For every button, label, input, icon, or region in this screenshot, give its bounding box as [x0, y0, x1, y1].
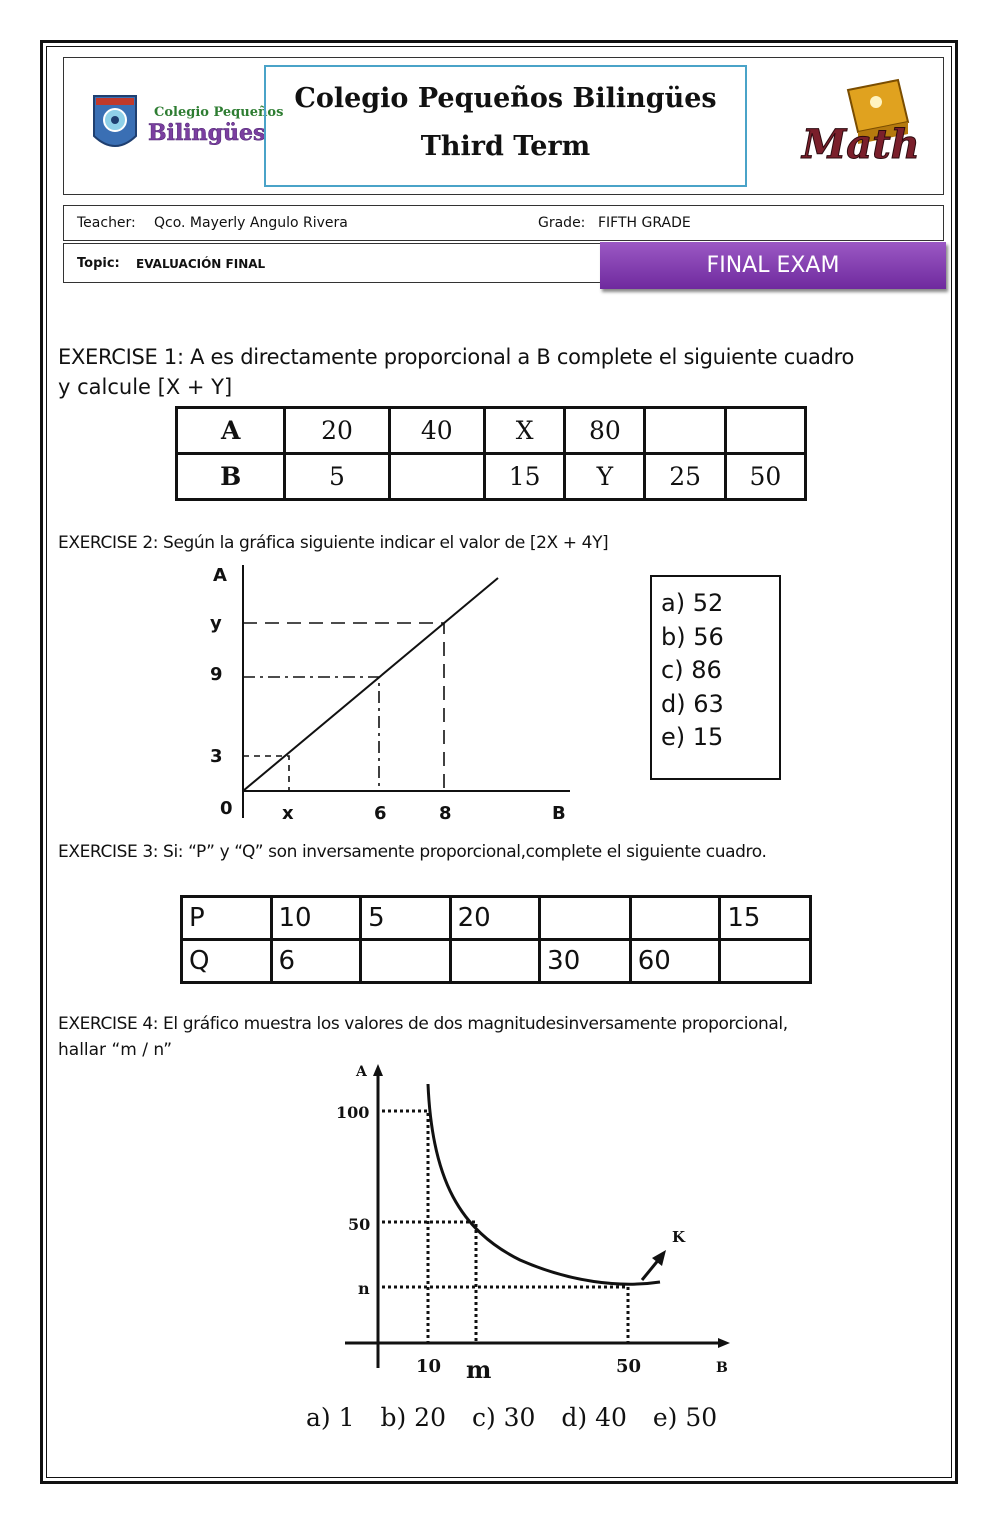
option-c: c) 30 — [471, 1403, 536, 1432]
exercise2-text: EXERCISE 2: Según la gráfica siguiente indicar el valor de [2X + 4Y] — [58, 533, 609, 553]
curve-label: K — [672, 1228, 686, 1246]
graph-origin-label: 0 — [220, 798, 233, 819]
topic-label: Topic: — [77, 256, 120, 271]
table-row-q — [182, 940, 811, 983]
graph-x-tick: 50 — [616, 1356, 642, 1377]
guide-n-50 — [382, 1287, 628, 1343]
table-cell: A — [177, 408, 285, 454]
table-cell: 60 — [630, 940, 720, 983]
graph-x-tick: 10 — [416, 1356, 442, 1377]
table-cell: 25 — [645, 454, 725, 500]
exercise4-options — [306, 1403, 735, 1432]
graph-y-tick: 9 — [210, 664, 223, 685]
logo-text-top: Colegio Pequeños — [154, 105, 284, 120]
option-c: c) 86 — [661, 656, 722, 684]
exercise3-table — [180, 895, 812, 984]
table-cell: 10 — [271, 897, 361, 940]
school-name: Colegio Pequeños Bilingües — [294, 83, 717, 114]
table-cell: 15 — [484, 454, 564, 500]
table-cell: 20 — [450, 897, 540, 940]
graph-y-tick: 50 — [348, 1215, 371, 1234]
logo-text-bottom: Bilingües — [148, 120, 266, 146]
table-row-p — [182, 897, 811, 940]
exercise1-line2: y calcule [X + Y] — [58, 375, 233, 399]
table-cell: 5 — [285, 454, 389, 500]
option-d: d) 40 — [561, 1403, 627, 1432]
table-cell: 20 — [285, 408, 389, 454]
graph-y-tick: y — [210, 613, 222, 634]
table-cell: 80 — [565, 408, 645, 454]
table-cell — [540, 897, 631, 940]
math-logo — [796, 72, 920, 178]
table-cell: 15 — [720, 897, 811, 940]
topic-value: EVALUACIÓN FINAL — [136, 257, 266, 271]
exercise2-graph — [200, 560, 590, 830]
teacher-grade-row — [63, 205, 944, 241]
table-cell: 6 — [271, 940, 361, 983]
math-logo-text: Math — [802, 121, 920, 168]
graph-x-tick: x — [282, 803, 294, 824]
graph-y-tick: 100 — [336, 1103, 370, 1122]
table-cell: Q — [182, 940, 272, 983]
table-cell — [630, 897, 720, 940]
graph-x-tick: m — [466, 1355, 492, 1384]
graph-x-tick: 6 — [374, 803, 387, 824]
exercise1-line1: EXERCISE 1: A es directamente proporcional a B complete el siguiente cuadro — [58, 345, 855, 369]
graph-y-axis-label: A — [356, 1064, 367, 1080]
table-row-b — [177, 454, 806, 500]
table-cell: 30 — [540, 940, 631, 983]
graph-y-tick: n — [358, 1279, 370, 1298]
graph-y-tick: 3 — [210, 746, 223, 767]
graph-curve — [428, 1084, 660, 1284]
table-cell: 40 — [389, 408, 484, 454]
table-cell — [450, 940, 540, 983]
table-cell — [389, 454, 484, 500]
option-d: d) 63 — [661, 689, 724, 718]
table-cell — [720, 940, 811, 983]
table-cell: 50 — [725, 454, 805, 500]
option-b: b) 20 — [380, 1403, 446, 1432]
term-title: Third Term — [420, 131, 591, 162]
grade-value: FIFTH GRADE — [598, 215, 691, 231]
option-e: e) 50 — [652, 1403, 718, 1432]
teacher-label: Teacher: — [77, 215, 136, 231]
grade-label: Grade: — [538, 215, 586, 231]
option-a: a) 1 — [306, 1403, 355, 1432]
graph-x-tick: 8 — [439, 803, 452, 824]
exercise4-line1: EXERCISE 4: El gráfico muestra los valores de dos magnitudesinversamente proporcional, — [58, 1014, 788, 1034]
option-a: a) 52 — [661, 589, 724, 617]
graph-x-axis-label: B — [716, 1360, 728, 1376]
option-b: b) 56 — [661, 622, 724, 651]
table-cell — [725, 408, 805, 454]
graph-x-axis-label: B — [552, 803, 566, 824]
exercise2-options — [650, 575, 781, 780]
table-row-a — [177, 408, 806, 454]
graph-line — [243, 578, 498, 791]
guide-100-10 — [382, 1111, 428, 1343]
table-cell — [361, 940, 450, 983]
title-box — [264, 65, 747, 187]
option-e: e) 15 — [661, 723, 724, 751]
school-logo — [90, 92, 284, 158]
teacher-value: Qco. Mayerly Angulo Rivera — [154, 215, 348, 231]
table-cell: 5 — [361, 897, 450, 940]
exercise3-text: EXERCISE 3: Si: “P” y “Q” son inversamente proporcional,complete el siguiente cuadro. — [58, 842, 767, 862]
table-cell: Y — [565, 454, 645, 500]
final-exam-badge: FINAL EXAM — [600, 242, 946, 289]
table-cell: B — [177, 454, 285, 500]
table-cell: P — [182, 897, 272, 940]
table-cell — [645, 408, 725, 454]
exercise4-graph — [320, 1060, 740, 1390]
exercise1-table — [175, 406, 807, 501]
exercise4-line2: hallar “m / n” — [58, 1040, 173, 1060]
table-cell: X — [484, 408, 564, 454]
graph-y-axis-label: A — [213, 565, 227, 586]
